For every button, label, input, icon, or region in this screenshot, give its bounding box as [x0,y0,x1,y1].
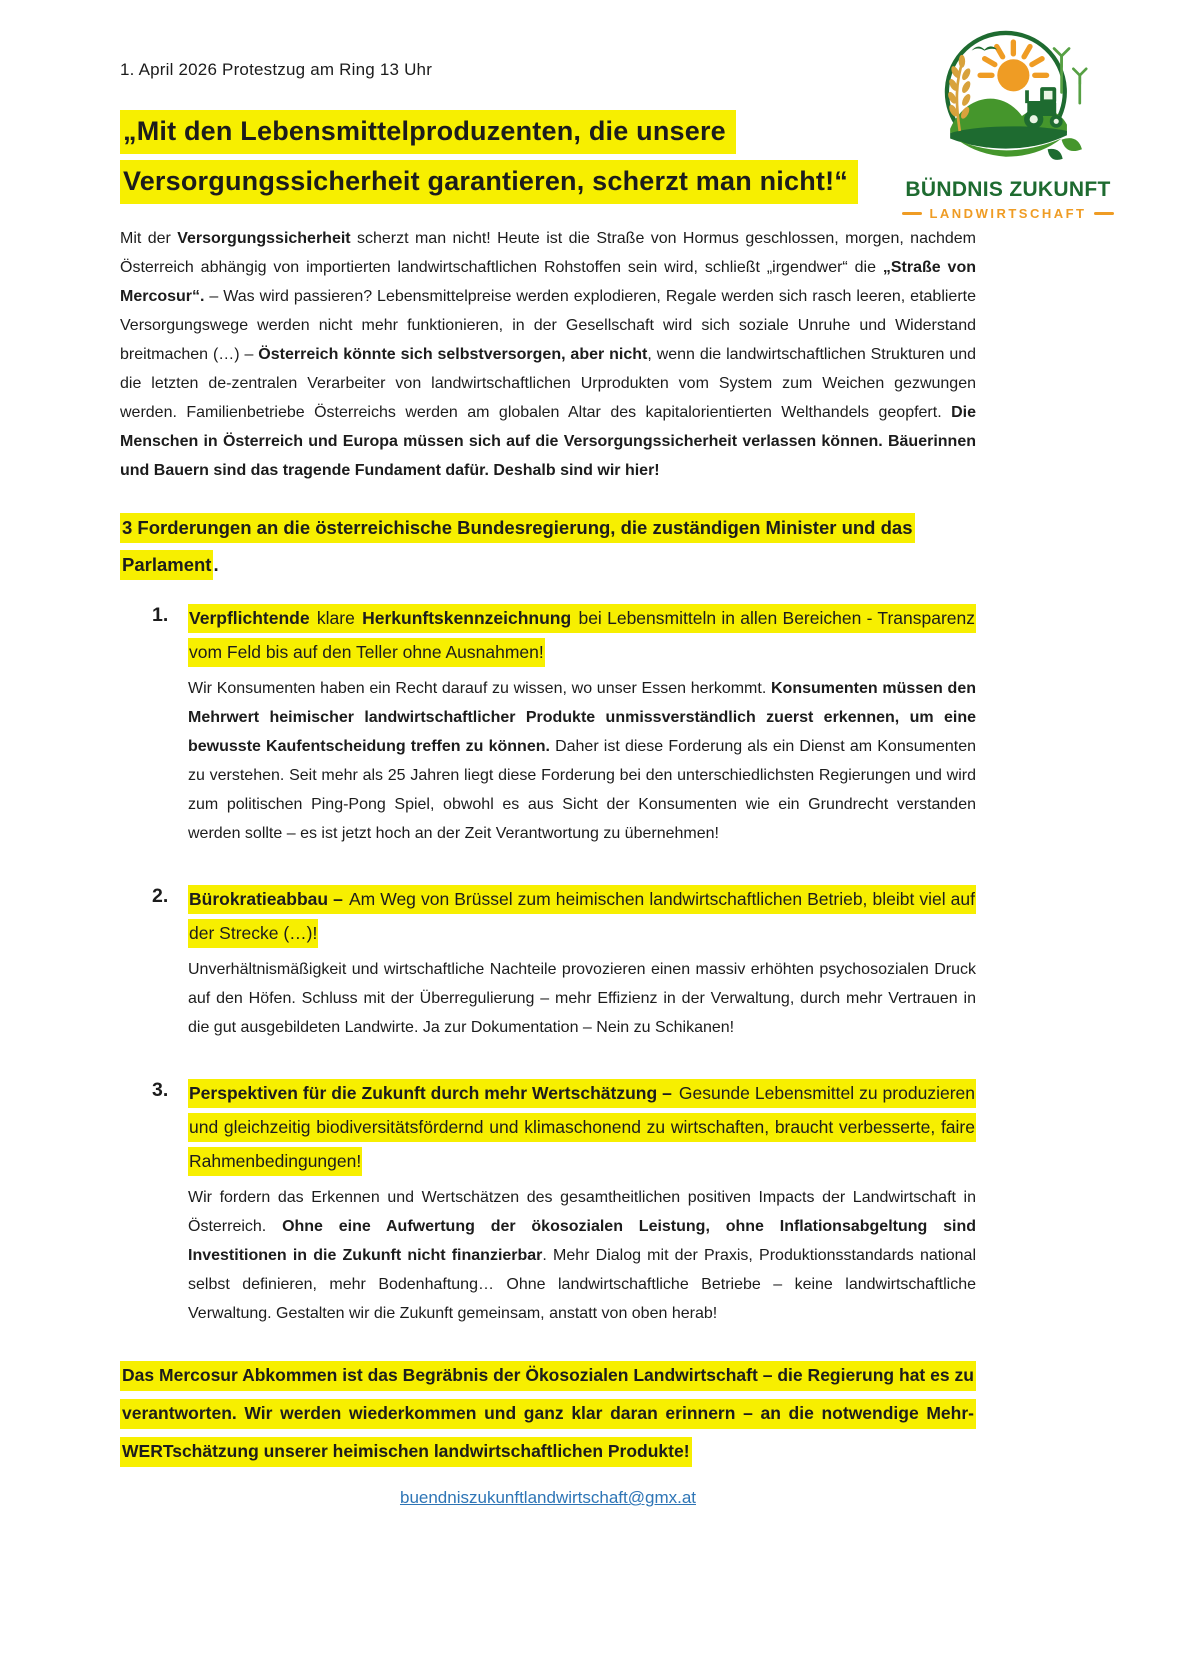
closing-paragraph: Das Mercosur Abkommen ist das Begräbnis der Ökosozialen Landwirtschaft – die Regierung hat es zu verantworten. Wir werden wiederkommen und ganz klar daran erinnern – an die notwendige Mehr-WERTschätzung unserer heimischen landwirtschaftlichen Produkte! [120,1356,976,1470]
demand-item [120,601,976,848]
demands-list [120,601,976,1328]
demand-number: 1. [152,604,169,626]
dash-decoration [1094,212,1114,215]
demand-title: Verpflichtende klare Herkunftskennzeichnung bei Lebensmitteln in allen Bereichen - Transparenz vom Feld bis auf den Teller ohne Ausnahmen! [188,601,976,669]
sun-icon [997,59,1029,91]
demand-title: Perspektiven für die Zukunft durch mehr Wertschätzung – Gesunde Lebensmittel zu produzieren und gleichzeitig biodiversitätsfördernd und klimaschonend zu wirtschaften, braucht verbesserte, faire Rahmenbedingungen! [188,1076,976,1178]
demand-item [120,1076,976,1328]
demand-title: Bürokratieabbau – Am Weg von Brüssel zum heimischen landwirtschaftlichen Betrieb, bleibt viel auf der Strecke (…)! [188,882,976,950]
demand-body: Unverhältnismäßigkeit und wirtschaftliche Nachteile provozieren einen massiv erhöhten psychosozialen Druck auf den Höfen. Schluss mit der Überregulierung – mehr Effizienz in der Verwaltung, durch mehr Vertrauen in die gut ausgebildeten Landwirte. Ja zur Dokumentation – Nein zu Schikanen! [188,961,976,1036]
document-content [120,0,976,1508]
demand-body: Wir fordern das Erkennen und Wertschätzen des gesamtheitlichen positiven Impacts der Landwirtschaft in Österreich. Ohne eine Aufwertung der ökosozialen Leistung, ohne Inflationsabgeltung sind Investitionen in die Zukunft nicht finanzierbar. Mehr Dialog mit der Praxis, Produktionsstandards national selbst definieren, mehr Bodenhaftung… Ohne landwirtschaftliche Betriebe – keine landwirtschaftliche Verwaltung. Gestalten wir die Zukunft gemeinsam, anstatt von oben herab! [188,1189,977,1322]
demand-number: 3. [152,1079,169,1101]
main-title-line: Versorgungssicherheit garantieren, scherzt man nicht!“ [120,160,976,204]
org-name-subtitle-text: LANDWIRTSCHAFT [929,206,1087,221]
demand-body: Wir Konsumenten haben ein Recht darauf zu wissen, wo unser Essen herkommt. Konsumenten müssen den Mehrwert heimischer landwirtschaftlicher Produkte unmissverständlich zuerst erkennen, um eine bewusste Kaufentscheidung treffen zu können. Daher ist diese Forderung als ein Dienst am Konsumenten zu verstehen. Seit mehr als 25 Jahren liegt diese Forderung bei den unterschiedlichsten Regierungen und wird zum politischen Ping-Pong Spiel, obwohl es aus Sicht der Konsumenten wie ein Grundrecht verstanden werden sollte – es ist jetzt hoch an der Zeit Verantwortung zu übernehmen! [188,680,976,842]
org-name: BÜNDNIS ZUKUNFT [905,178,1111,201]
contact-email-row [120,1488,976,1508]
wind-turbine-icon [1054,49,1086,104]
leaf-icon [1048,138,1082,160]
demand-number: 2. [152,885,169,907]
main-title-line: „Mit den Lebensmittelproduzenten, die unsere [120,110,976,154]
demand-item [120,882,976,1042]
demands-heading: 3 Forderungen an die österreichische Bundesregierung, die zuständigen Minister und das Parlament . [120,509,976,583]
main-title [120,110,976,204]
event-date-line: 1. April 2026 Protestzug am Ring 13 Uhr [120,60,433,79]
contact-email-link[interactable]: buendniszukunftlandwirtschaft@gmx.at [399,1488,697,1507]
intro-paragraph: Mit der Versorgungssicherheit scherzt man nicht! Heute ist die Straße von Hormus geschlossen, morgen, nachdem Österreich abhängig von importierten landwirtschaftlichen Rohstoffen sein wird, schließt „irgendwer“ die „Straße von Mercosur“. – Was wird passieren? Lebensmittelpreise werden explodieren, Regale werden sich rasch leeren, etablierte Versorgungswege werden nicht mehr funktionieren, in der Gesellschaft wird sich soziale Unruhe und Widerstand breitmachen (…) – Österreich könnte sich selbstversorgen, aber nicht, wenn die landwirtschaftlichen Strukturen und die letzten de-zentralen Verarbeiter von landwirtschaftlichen Urprodukten vom System zum Weichen gezwungen werden. Familienbetriebe Österreichs werden am globalen Altar des kapitalorientierten Welthandels geopfert. Die Menschen in Österreich und Europa müssen sich auf die Versorgungssicherheit verlassen können. Bäuerinnen und Bauern sind das tragende Fundament dafür. Deshalb sind wir hier! [120,230,977,479]
